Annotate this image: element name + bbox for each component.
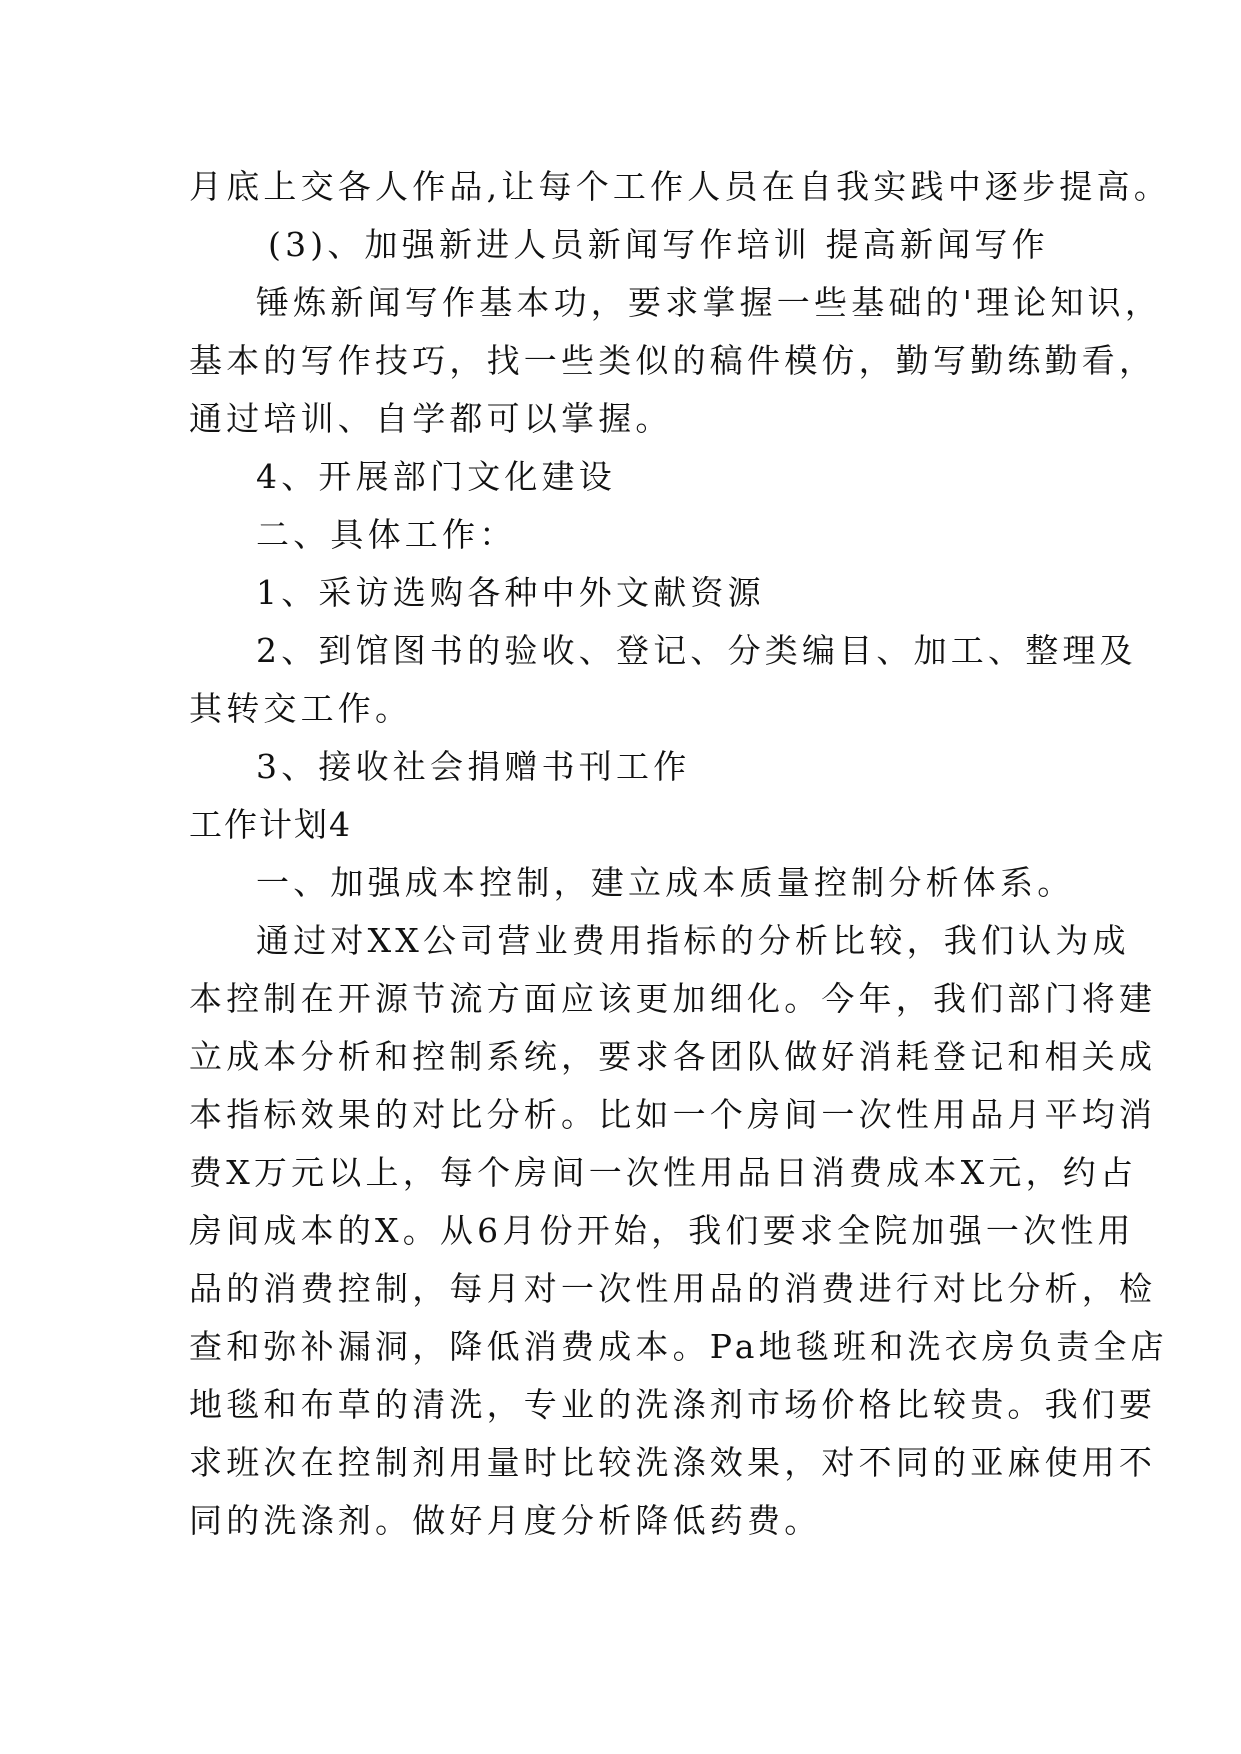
text-line: 求班次在控制剂用量时比较洗涤效果，对不同的亚麻使用不 [189,1443,1157,1482]
document-title: 工作计划4 [189,805,352,844]
text-line: 本指标效果的对比分析。比如一个房间一次性用品月平均消 [189,1095,1157,1134]
text-line: (3)、加强新进人员新闻写作培训 提高新闻写作 [268,225,1049,264]
text-line: 1、采访选购各种中外文献资源 [256,573,765,612]
text-line: 通过对XX公司营业费用指标的分析比较，我们认为成 [256,921,1130,960]
text-line: 立成本分析和控制系统，要求各团队做好消耗登记和相关成 [189,1037,1157,1076]
text-line: 房间成本的X。从6月份开始，我们要求全院加强一次性用 [189,1211,1135,1250]
text-line: 基本的写作技巧，找一些类似的稿件模仿，勤写勤练勤看， [189,341,1157,380]
text-line: 品的消费控制，每月对一次性用品的消费进行对比分析，检 [189,1269,1157,1308]
section-heading: 二、具体工作： [256,515,517,554]
text-line: 本控制在开源节流方面应该更加细化。今年，我们部门将建 [189,979,1157,1018]
text-line: 地毯和布草的清洗，专业的洗涤剂市场价格比较贵。我们要 [189,1385,1157,1424]
text-line: 3、接收社会捐赠书刊工作 [256,747,691,786]
text-line: 其转交工作。 [189,689,413,728]
section-heading: 4、开展部门文化建设 [256,457,616,496]
text-line: 费X万元以上，每个房间一次性用品日消费成本X元，约占 [189,1153,1138,1192]
text-line: 月底上交各人作品,让每个工作人员在自我实践中逐步提高。 [189,167,1171,206]
text-line: 锤炼新闻写作基本功，要求掌握一些基础的'理论知识， [256,283,1163,322]
text-line: 2、到馆图书的验收、登记、分类编目、加工、整理及 [256,631,1137,670]
section-heading: 一、加强成本控制，建立成本质量控制分析体系。 [256,863,1075,902]
text-line: 通过培训、自学都可以掌握。 [189,399,673,438]
text-line: 查和弥补漏洞，降低消费成本。Pa地毯班和洗衣房负责全店 [189,1327,1168,1366]
text-line: 同的洗涤剂。做好月度分析降低药费。 [189,1501,822,1540]
